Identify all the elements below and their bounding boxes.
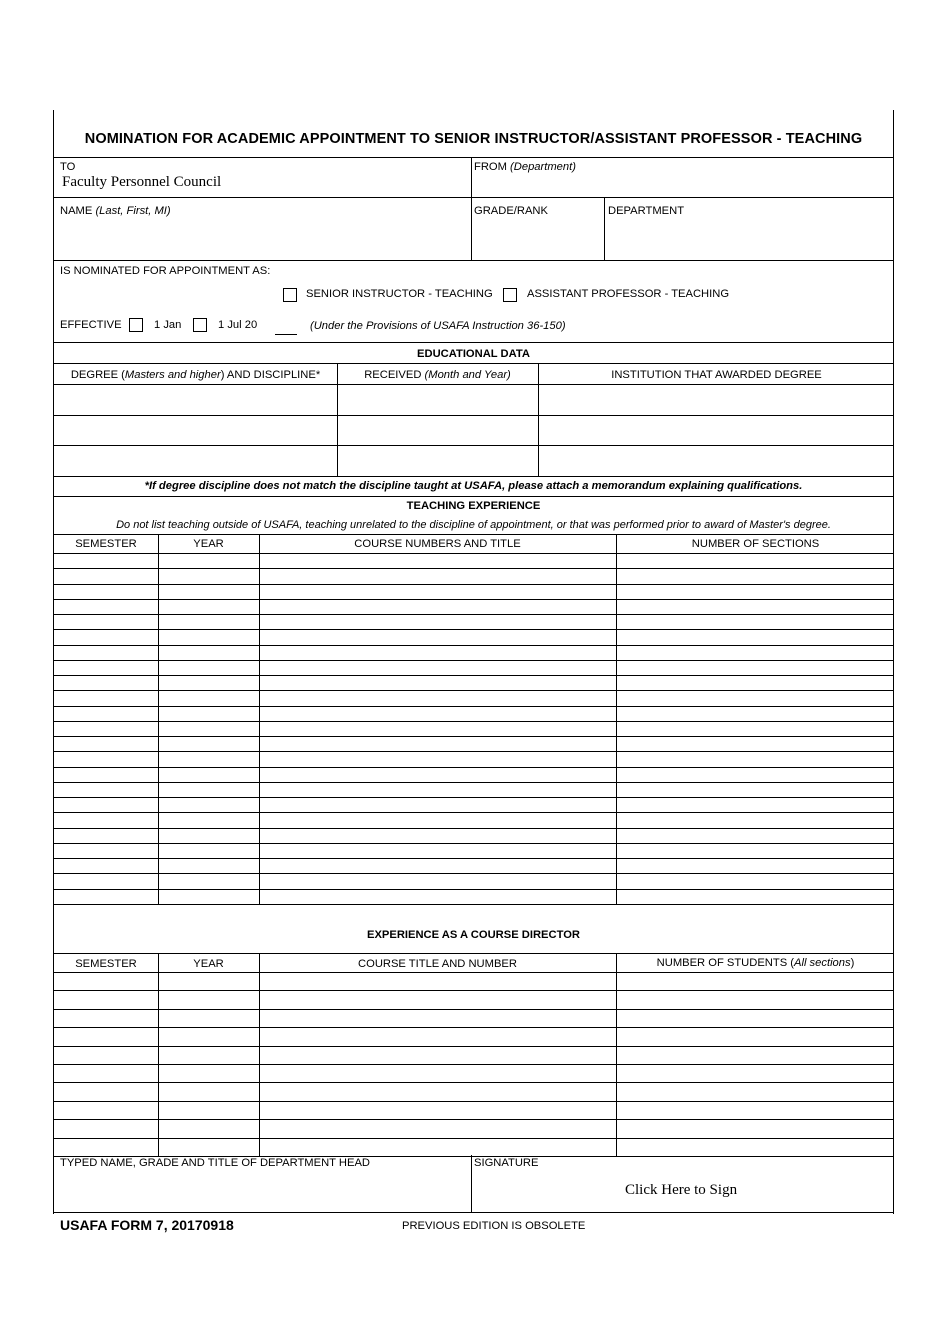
degree-cell[interactable] — [55, 446, 336, 475]
students-cell[interactable] — [617, 1047, 894, 1063]
sections-cell[interactable] — [617, 661, 894, 674]
received-cell[interactable] — [338, 446, 537, 475]
students-cell[interactable] — [617, 973, 894, 989]
director-year-cell[interactable] — [159, 1028, 258, 1044]
effective-year-field[interactable] — [274, 318, 298, 334]
degree-discipline-note: *If degree discipline does not match the discipline taught at USAFA, please attach a memorandum explaining qualifications. — [144, 480, 803, 492]
year-cell[interactable] — [159, 768, 258, 781]
director-year-cell[interactable] — [159, 1065, 258, 1081]
degree-cell[interactable] — [55, 385, 336, 414]
semester-cell[interactable] — [55, 752, 157, 765]
semester-cell[interactable] — [55, 661, 157, 674]
course-cell[interactable] — [260, 646, 615, 659]
teaching-row-line — [54, 904, 893, 905]
course-cell[interactable] — [260, 722, 615, 735]
semester-cell[interactable] — [55, 798, 157, 811]
year-cell[interactable] — [159, 554, 258, 567]
course-cell[interactable] — [260, 768, 615, 781]
director-semester-cell[interactable] — [55, 1120, 157, 1136]
director-course-cell[interactable] — [260, 1139, 615, 1155]
director-year-cell[interactable] — [159, 1120, 258, 1136]
director-course-cell[interactable] — [260, 1102, 615, 1118]
form-id: USAFA FORM 7, 20170918 — [60, 1217, 234, 1233]
year-cell[interactable] — [159, 646, 258, 659]
divider — [471, 1155, 472, 1212]
previous-edition-note: PREVIOUS EDITION IS OBSOLETE — [402, 1220, 586, 1232]
year-cell[interactable] — [159, 600, 258, 613]
institution-cell[interactable] — [539, 385, 894, 414]
semester-cell[interactable] — [55, 691, 157, 704]
semester-cell[interactable] — [55, 646, 157, 659]
director-semester-cell[interactable] — [55, 973, 157, 989]
nominated-label: IS NOMINATED FOR APPOINTMENT AS: — [60, 265, 271, 277]
director-course-cell[interactable] — [260, 1065, 615, 1081]
semester-cell[interactable] — [55, 600, 157, 613]
sections-cell[interactable] — [617, 676, 894, 689]
students-cell[interactable] — [617, 1028, 894, 1044]
sections-cell[interactable] — [617, 600, 894, 613]
effective-jan-checkbox[interactable] — [129, 318, 143, 332]
from-department-field[interactable] — [472, 158, 894, 197]
course-cell[interactable] — [260, 844, 615, 857]
effective-jul-label: 1 Jul 20 — [218, 319, 258, 331]
director-year-cell[interactable] — [159, 1010, 258, 1026]
year-cell[interactable] — [159, 691, 258, 704]
course-column-header: COURSE NUMBERS AND TITLE — [354, 538, 521, 550]
degree-column-header: DEGREE (Masters and higher) AND DISCIPLINE* — [70, 369, 321, 381]
year-cell[interactable] — [159, 585, 258, 598]
students-column-header: NUMBER OF STUDENTS (All sections) — [656, 957, 855, 969]
assistant-professor-checkbox[interactable] — [503, 288, 517, 302]
director-course-column-header: COURSE TITLE AND NUMBER — [358, 958, 517, 970]
form-frame — [53, 110, 894, 1214]
semester-cell[interactable] — [55, 737, 157, 750]
year-cell[interactable] — [159, 813, 258, 826]
year-cell[interactable] — [159, 859, 258, 872]
sections-cell[interactable] — [617, 844, 894, 857]
students-cell[interactable] — [617, 1010, 894, 1026]
year-cell[interactable] — [159, 874, 258, 887]
semester-column-header: SEMESTER — [75, 538, 137, 550]
course-director-heading: EXPERIENCE AS A COURSE DIRECTOR — [366, 929, 580, 941]
divider — [54, 1212, 893, 1213]
course-cell[interactable] — [260, 585, 615, 598]
director-year-cell[interactable] — [159, 1047, 258, 1063]
semester-cell[interactable] — [55, 676, 157, 689]
semester-cell[interactable] — [55, 707, 157, 720]
typed-name-label: TYPED NAME, GRADE AND TITLE OF DEPARTMENT HEAD — [60, 1157, 370, 1169]
year-cell[interactable] — [159, 798, 258, 811]
year-cell[interactable] — [159, 615, 258, 628]
sections-cell[interactable] — [617, 874, 894, 887]
assistant-professor-label: ASSISTANT PROFESSOR - TEACHING — [527, 288, 730, 300]
to-label: TO — [60, 161, 76, 173]
year-cell[interactable] — [159, 844, 258, 857]
teaching-experience-heading: TEACHING EXPERIENCE — [406, 500, 541, 512]
semester-cell[interactable] — [55, 569, 157, 582]
to-value: Faculty Personnel Council — [62, 174, 222, 190]
senior-instructor-label: SENIOR INSTRUCTOR - TEACHING — [306, 288, 493, 300]
sections-cell[interactable] — [617, 768, 894, 781]
divider — [54, 953, 893, 954]
semester-cell[interactable] — [55, 844, 157, 857]
course-cell[interactable] — [260, 783, 615, 796]
course-cell[interactable] — [260, 707, 615, 720]
year-cell[interactable] — [159, 630, 258, 643]
sections-cell[interactable] — [617, 569, 894, 582]
institution-cell[interactable] — [539, 416, 894, 445]
year-cell[interactable] — [159, 722, 258, 735]
year-cell[interactable] — [159, 829, 258, 842]
director-semester-cell[interactable] — [55, 991, 157, 1007]
sections-cell[interactable] — [617, 646, 894, 659]
department-label: DEPARTMENT — [608, 205, 685, 217]
course-cell[interactable] — [260, 798, 615, 811]
course-cell[interactable] — [260, 630, 615, 643]
sections-cell[interactable] — [617, 798, 894, 811]
semester-cell[interactable] — [55, 890, 157, 903]
director-course-cell[interactable] — [260, 1120, 615, 1136]
teaching-note: Do not list teaching outside of USAFA, teaching unrelated to the discipline of appointment, or that was performed prior to award of Master's degree. — [116, 519, 831, 531]
director-course-cell[interactable] — [260, 991, 615, 1007]
semester-cell[interactable] — [55, 859, 157, 872]
director-course-cell[interactable] — [260, 1047, 615, 1063]
year-column-header: YEAR — [193, 538, 224, 550]
course-cell[interactable] — [260, 890, 615, 903]
institution-cell[interactable] — [539, 446, 894, 475]
semester-cell[interactable] — [55, 874, 157, 887]
from-label: FROM (Department) — [474, 161, 576, 173]
year-cell[interactable] — [159, 569, 258, 582]
director-course-cell[interactable] — [260, 973, 615, 989]
semester-cell[interactable] — [55, 813, 157, 826]
students-cell[interactable] — [617, 1083, 894, 1099]
director-year-cell[interactable] — [159, 1083, 258, 1099]
name-field[interactable] — [54, 198, 471, 260]
department-field[interactable] — [605, 198, 894, 260]
director-semester-cell[interactable] — [55, 1010, 157, 1026]
semester-cell[interactable] — [55, 829, 157, 842]
director-course-cell[interactable] — [260, 1028, 615, 1044]
semester-cell[interactable] — [55, 722, 157, 735]
course-cell[interactable] — [260, 829, 615, 842]
course-cell[interactable] — [260, 676, 615, 689]
divider — [54, 363, 893, 364]
divider — [54, 260, 893, 261]
director-semester-cell[interactable] — [55, 1083, 157, 1099]
director-course-cell[interactable] — [260, 1083, 615, 1099]
course-cell[interactable] — [260, 554, 615, 567]
divider — [54, 496, 893, 497]
year-cell[interactable] — [159, 783, 258, 796]
divider — [54, 342, 893, 343]
sections-cell[interactable] — [617, 691, 894, 704]
students-cell[interactable] — [617, 991, 894, 1007]
semester-cell[interactable] — [55, 585, 157, 598]
name-label: NAME (Last, First, MI) — [60, 205, 171, 217]
director-row-line — [54, 1156, 893, 1157]
director-semester-cell[interactable] — [55, 1102, 157, 1118]
course-cell[interactable] — [260, 859, 615, 872]
sections-cell[interactable] — [617, 615, 894, 628]
divider — [54, 534, 893, 535]
sections-cell[interactable] — [617, 707, 894, 720]
sections-cell[interactable] — [617, 752, 894, 765]
sections-cell[interactable] — [617, 722, 894, 735]
signature-label: SIGNATURE — [474, 1157, 539, 1169]
degree-cell[interactable] — [55, 416, 336, 445]
course-cell[interactable] — [260, 874, 615, 887]
education-row-line — [54, 476, 893, 477]
director-semester-cell[interactable] — [55, 1047, 157, 1063]
course-cell[interactable] — [260, 600, 615, 613]
received-cell[interactable] — [338, 416, 537, 445]
effective-label: EFFECTIVE — [60, 319, 122, 331]
year-cell[interactable] — [159, 707, 258, 720]
semester-cell[interactable] — [55, 768, 157, 781]
sections-column-header: NUMBER OF SECTIONS — [691, 538, 820, 550]
course-cell[interactable] — [260, 569, 615, 582]
students-cell[interactable] — [617, 1065, 894, 1081]
sections-cell[interactable] — [617, 783, 894, 796]
students-cell[interactable] — [617, 1139, 894, 1155]
course-cell[interactable] — [260, 691, 615, 704]
sections-cell[interactable] — [617, 890, 894, 903]
provision-text: (Under the Provisions of USAFA Instruction 36-150) — [310, 320, 566, 332]
educational-data-heading: EDUCATIONAL DATA — [417, 348, 530, 360]
received-column-header: RECEIVED (Month and Year) — [364, 369, 511, 381]
director-year-cell[interactable] — [159, 1102, 258, 1118]
year-cell[interactable] — [159, 737, 258, 750]
director-year-cell[interactable] — [159, 973, 258, 989]
sections-cell[interactable] — [617, 737, 894, 750]
sections-cell[interactable] — [617, 554, 894, 567]
director-year-column-header: YEAR — [193, 958, 224, 970]
year-suffix-line — [275, 334, 297, 335]
director-semester-cell[interactable] — [55, 1139, 157, 1155]
year-cell[interactable] — [159, 676, 258, 689]
grade-rank-field[interactable] — [472, 198, 604, 260]
sections-cell[interactable] — [617, 859, 894, 872]
received-cell[interactable] — [338, 385, 537, 414]
students-cell[interactable] — [617, 1102, 894, 1118]
to-field[interactable] — [54, 158, 471, 197]
effective-jul-checkbox[interactable] — [193, 318, 207, 332]
director-course-cell[interactable] — [260, 1010, 615, 1026]
sections-cell[interactable] — [617, 630, 894, 643]
director-semester-cell[interactable] — [55, 1065, 157, 1081]
year-cell[interactable] — [159, 752, 258, 765]
effective-jan-label: 1 Jan — [154, 319, 182, 331]
students-cell[interactable] — [617, 1120, 894, 1136]
course-cell[interactable] — [260, 813, 615, 826]
year-cell[interactable] — [159, 661, 258, 674]
course-cell[interactable] — [260, 661, 615, 674]
click-to-sign-button[interactable]: Click Here to Sign — [625, 1182, 738, 1198]
director-semester-cell[interactable] — [55, 1028, 157, 1044]
sections-cell[interactable] — [617, 585, 894, 598]
institution-column-header: INSTITUTION THAT AWARDED DEGREE — [611, 369, 822, 381]
director-year-cell[interactable] — [159, 1139, 258, 1155]
grade-label: GRADE/RANK — [474, 205, 548, 217]
director-year-cell[interactable] — [159, 991, 258, 1007]
course-cell[interactable] — [260, 737, 615, 750]
semester-cell[interactable] — [55, 554, 157, 567]
sections-cell[interactable] — [617, 829, 894, 842]
senior-instructor-checkbox[interactable] — [283, 288, 297, 302]
semester-cell[interactable] — [55, 615, 157, 628]
course-cell[interactable] — [260, 615, 615, 628]
director-semester-column-header: SEMESTER — [75, 958, 137, 970]
semester-cell[interactable] — [55, 783, 157, 796]
year-cell[interactable] — [159, 890, 258, 903]
sections-cell[interactable] — [617, 813, 894, 826]
course-cell[interactable] — [260, 752, 615, 765]
typed-name-field[interactable] — [54, 1156, 471, 1212]
form-title: NOMINATION FOR ACADEMIC APPOINTMENT TO SENIOR INSTRUCTOR/ASSISTANT PROFESSOR - TEACHING — [84, 131, 863, 147]
semester-cell[interactable] — [55, 630, 157, 643]
